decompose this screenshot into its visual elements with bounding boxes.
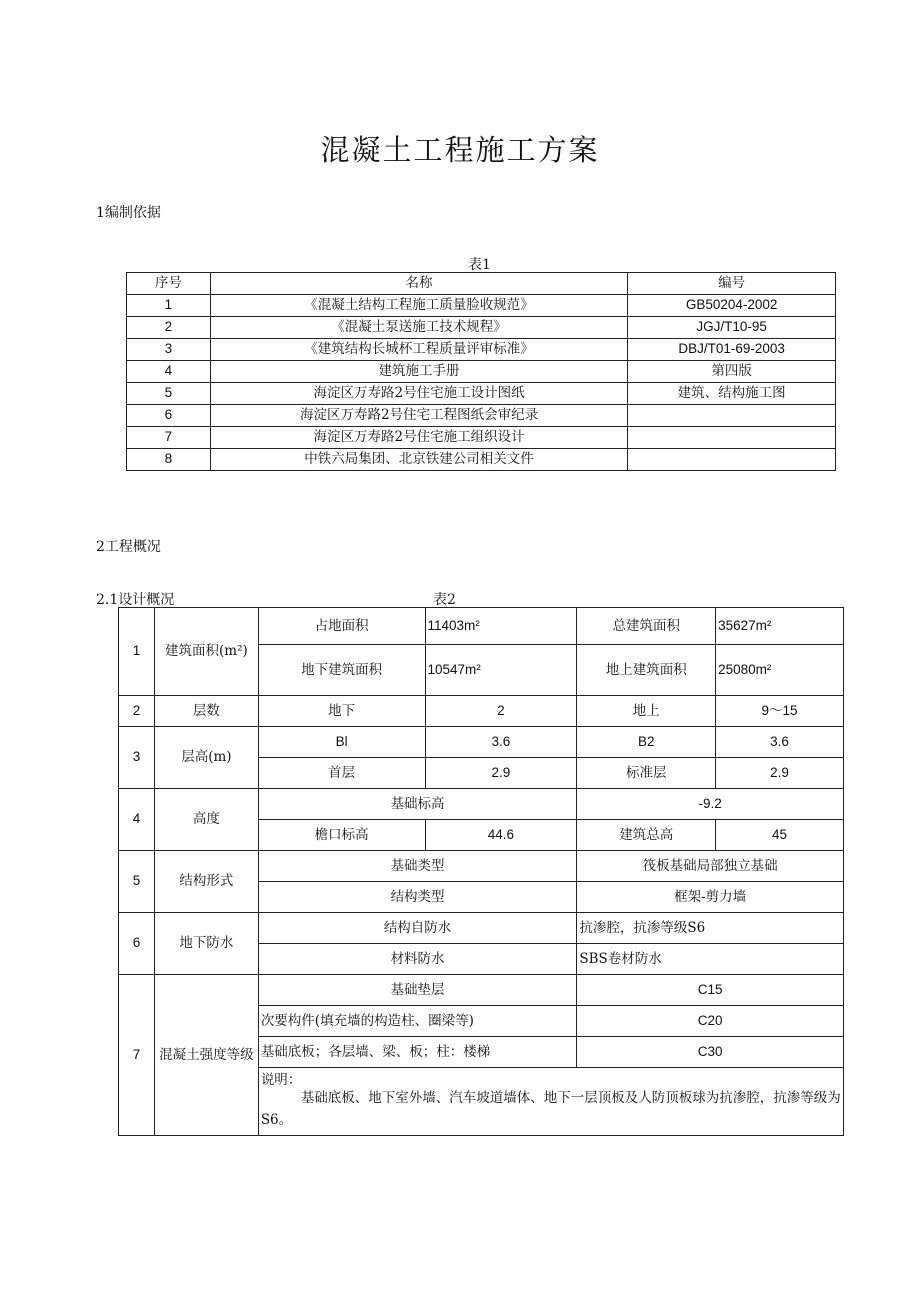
table-cell: 结构类型: [258, 882, 577, 913]
row-number: 7: [119, 975, 155, 1136]
table-cell: 11403m²: [425, 608, 577, 645]
section-heading-basis: 1编制依据: [96, 205, 161, 221]
note-body: 基础底板、地下室外墙、汽车坡道墙体、地下一层顶板及人防顶板球为抗渗腔，抗渗等级为S6。: [260, 1090, 841, 1128]
table-cell: 建筑、结构施工图: [628, 383, 836, 405]
table-cell: 中铁六局集团、北京铁建公司相关文件: [210, 449, 627, 471]
table-cell: 第四版: [628, 361, 836, 383]
table-cell: 2: [425, 696, 577, 727]
header-cell: 编号: [628, 273, 836, 295]
table-cell: 海淀区万寿路2号住宅施工设计图纸: [210, 383, 627, 405]
table-cell: 框架-剪力墙: [577, 882, 844, 913]
table-row: [127, 405, 836, 427]
table-cell: 1: [127, 295, 211, 317]
table-cell: 7: [127, 427, 211, 449]
reference-table: [126, 272, 836, 471]
header-cell: 名称: [210, 273, 627, 295]
table-row: [127, 449, 836, 471]
table-cell: 45: [716, 820, 844, 851]
table-cell: C20: [577, 1006, 844, 1037]
table-cell: C15: [577, 975, 844, 1006]
table-cell: 《混凝土泵送施工技术规程》: [210, 317, 627, 339]
table-cell: 基础类型: [258, 851, 577, 882]
table-row: [127, 383, 836, 405]
table-cell: 《建筑结构长城杯工程质量评审标准》: [210, 339, 627, 361]
subsection-heading-design: 2.1设计概况: [96, 592, 175, 608]
row-number: 5: [119, 851, 155, 913]
table-cell: 次要构件(填充墙的构造柱、圈梁等): [258, 1006, 577, 1037]
row-label: 混凝土强度等级: [154, 975, 258, 1136]
table-cell: 建筑总高: [577, 820, 716, 851]
table-cell: 3.6: [425, 727, 577, 758]
table-cell: 3: [127, 339, 211, 361]
table-cell: 海淀区万寿路2号住宅工程图纸会审纪录: [210, 405, 627, 427]
table-cell: -9.2: [577, 789, 844, 820]
row-label: 结构形式: [154, 851, 258, 913]
table-row: [119, 727, 844, 758]
table-cell: 地上建筑面积: [577, 645, 716, 696]
table-cell: 地下: [258, 696, 425, 727]
table-cell: B2: [577, 727, 716, 758]
page-title: 混凝土工程施工方案: [320, 133, 600, 167]
table-cell: 占地面积: [258, 608, 425, 645]
table-cell: 首层: [258, 758, 425, 789]
table-cell: 筏板基础局部独立基础: [577, 851, 844, 882]
table-cell: 基础底板；各层墙、梁、板；柱：楼梯: [258, 1037, 577, 1068]
row-label: 层数: [154, 696, 258, 727]
table-cell: Bl: [258, 727, 425, 758]
row-number: 2: [119, 696, 155, 727]
table-cell: DBJ/T01-69-2003: [628, 339, 836, 361]
table-header-row: [127, 273, 836, 295]
table-cell: 2.9: [716, 758, 844, 789]
row-label: 高度: [154, 789, 258, 851]
table-row: [127, 317, 836, 339]
table-cell: 8: [127, 449, 211, 471]
table-row: [127, 361, 836, 383]
table-cell: 标准层: [577, 758, 716, 789]
table-row: [119, 975, 844, 1006]
row-number: 3: [119, 727, 155, 789]
table-cell: 25080m²: [716, 645, 844, 696]
table-row: [119, 851, 844, 882]
table-row: [119, 913, 844, 944]
table-cell: 结构自防水: [258, 913, 577, 944]
table-row: [127, 339, 836, 361]
table-cell: 基础垫层: [258, 975, 577, 1006]
table-row: [127, 427, 836, 449]
row-number: 1: [119, 608, 155, 696]
table-row: [119, 608, 844, 645]
header-cell: 序号: [127, 273, 211, 295]
table-cell: [628, 405, 836, 427]
table-cell: 5: [127, 383, 211, 405]
row-label: 地下防水: [154, 913, 258, 975]
table-cell: 地下建筑面积: [258, 645, 425, 696]
table-cell: SBS卷材防水: [577, 944, 844, 975]
table-cell: 地上: [577, 696, 716, 727]
table2-caption: 表2: [433, 592, 456, 608]
table-cell: [628, 449, 836, 471]
table-cell: 2.9: [425, 758, 577, 789]
table-cell: 2: [127, 317, 211, 339]
note-cell: [258, 1068, 843, 1136]
table-cell: 35627m²: [716, 608, 844, 645]
table-cell: 9～15: [716, 696, 844, 727]
row-label: 建筑面积(m²): [154, 608, 258, 696]
table-cell: 抗渗腔，抗渗等级S6: [577, 913, 844, 944]
design-overview-table: [118, 607, 844, 1136]
table-cell: 材料防水: [258, 944, 577, 975]
table-cell: 10547m²: [425, 645, 577, 696]
table-cell: 海淀区万寿路2号住宅施工组织设计: [210, 427, 627, 449]
row-number: 4: [119, 789, 155, 851]
table-cell: 6: [127, 405, 211, 427]
row-number: 6: [119, 913, 155, 975]
table-cell: 4: [127, 361, 211, 383]
table-cell: 檐口标高: [258, 820, 425, 851]
section-heading-overview: 2工程概况: [96, 539, 161, 555]
table-cell: 建筑施工手册: [210, 361, 627, 383]
table-cell: JGJ/T10-95: [628, 317, 836, 339]
row-label: 层高(m): [154, 727, 258, 789]
note-title: 说明：: [260, 1072, 302, 1088]
table-cell: 44.6: [425, 820, 577, 851]
table-cell: [628, 427, 836, 449]
table-cell: 《混凝土结构工程施工质量脸收规范》: [210, 295, 627, 317]
table-row: [119, 696, 844, 727]
table-cell: 3.6: [716, 727, 844, 758]
table1-caption: 表1: [468, 257, 491, 273]
table-cell: 总建筑面积: [577, 608, 716, 645]
table-row: [127, 295, 836, 317]
table-cell: 基础标高: [258, 789, 577, 820]
table-row: [119, 789, 844, 820]
table-cell: GB50204-2002: [628, 295, 836, 317]
table-cell: C30: [577, 1037, 844, 1068]
